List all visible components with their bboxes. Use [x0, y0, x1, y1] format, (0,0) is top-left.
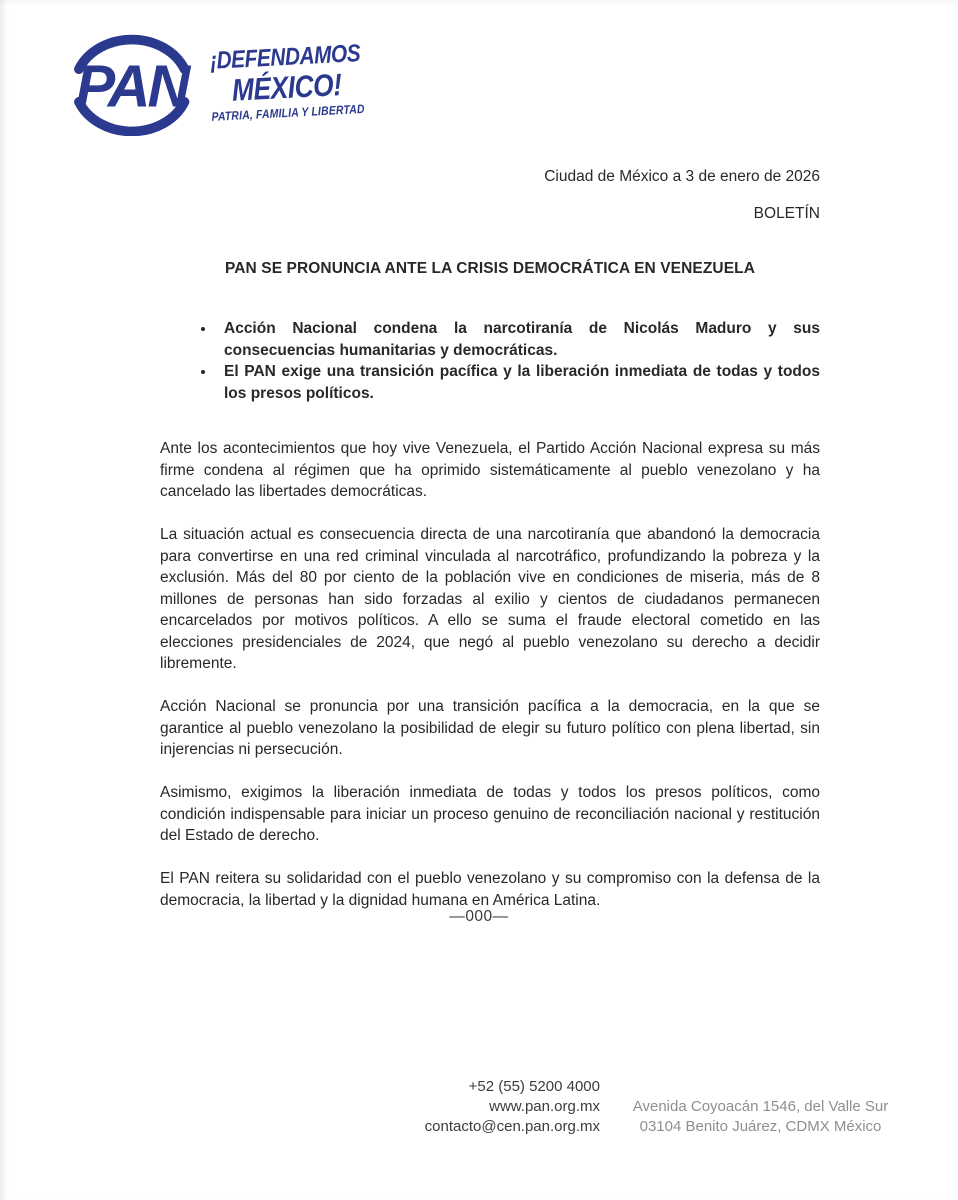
key-point-item: • El PAN exige una transición pacífica y la liberación inmediata de todas y todos los presos políticos.	[216, 361, 820, 404]
footer-address-line-1: Avenida Coyoacán 1546, del Valle Sur	[632, 1098, 889, 1115]
paragraph: Acción Nacional se pronuncia por una transición pacífica a la democracia, en la que se garantice al pueblo venezolano la posibilidad de elegir su futuro político con plena libertad, sin injerencias ni persecución.	[160, 698, 820, 758]
paragraph: Asimismo, exigimos la liberación inmediata de todas y todos los presos políticos, como condición indispensable para iniciar un proceso genuino de reconciliación nacional y restitución del Estado de derecho.	[160, 784, 820, 844]
paragraph: Ante los acontecimientos que hoy vive Venezuela, el Partido Acción Nacional expresa su más firme condena al régimen que ha oprimido sistemáticamente al pueblo venezolano y ha cancelado las libertades democráticas.	[160, 440, 820, 500]
slogan-line-3: PATRIA, FAMILIA Y LIBERTAD	[211, 101, 365, 124]
end-separator: —000—	[449, 908, 509, 925]
slogan-line-2: MÉXICO!	[230, 66, 343, 108]
paragraph: La situación actual es consecuencia directa de una narcotiranía que abandonó la democracia para convertirse en una red criminal vinculada al narcotráfico, profundizando la pobreza y la exclusión. Más del 80 por ciento de la población vive en condiciones de miseria, más de 8 millones de personas han sido forzadas al exilio y cientos de ciudadanos permanecen encarcelados por motivos políticos. A ello se suma el fraude electoral cometido en las elecciones presidenciales de 2024, que negó al pueblo venezolano su derecho a decidir libremente.	[160, 526, 820, 672]
page-title: PAN SE PRONUNCIA ANTE LA CRISIS DEMOCRÁTICA EN VENEZUELA	[224, 260, 756, 277]
footer-phone: +52 (55) 5200 4000	[468, 1078, 600, 1095]
pan-acronym: PAN	[75, 52, 188, 120]
paragraph: El PAN reitera su solidaridad con el pueblo venezolano y su compromiso con la defensa de la democracia, la libertad y la dignidad humana en América Latina.	[160, 870, 820, 909]
footer-contact-block	[0, 1077, 600, 1137]
key-points-list	[160, 318, 820, 404]
pan-slogan	[208, 42, 365, 123]
footer-email: contacto@cen.pan.org.mx	[424, 1118, 600, 1135]
footer-address-line-2: 03104 Benito Juárez, CDMX México	[639, 1118, 882, 1135]
dateline: Ciudad de México a 3 de enero de 2026	[544, 168, 820, 185]
pan-emblem-icon	[64, 34, 202, 136]
pan-logo	[64, 34, 388, 136]
key-point-item: • Acción Nacional condena la narcotiranía de Nicolás Maduro y sus consecuencias humanitarias y democráticas.	[216, 318, 820, 361]
footer-address-block	[618, 1097, 903, 1137]
body-text	[160, 438, 820, 933]
footer-website: www.pan.org.mx	[489, 1098, 600, 1115]
slogan-line-1: ¡DEFENDAMOS	[209, 40, 361, 75]
document-type-label: BOLETÍN	[753, 205, 820, 222]
